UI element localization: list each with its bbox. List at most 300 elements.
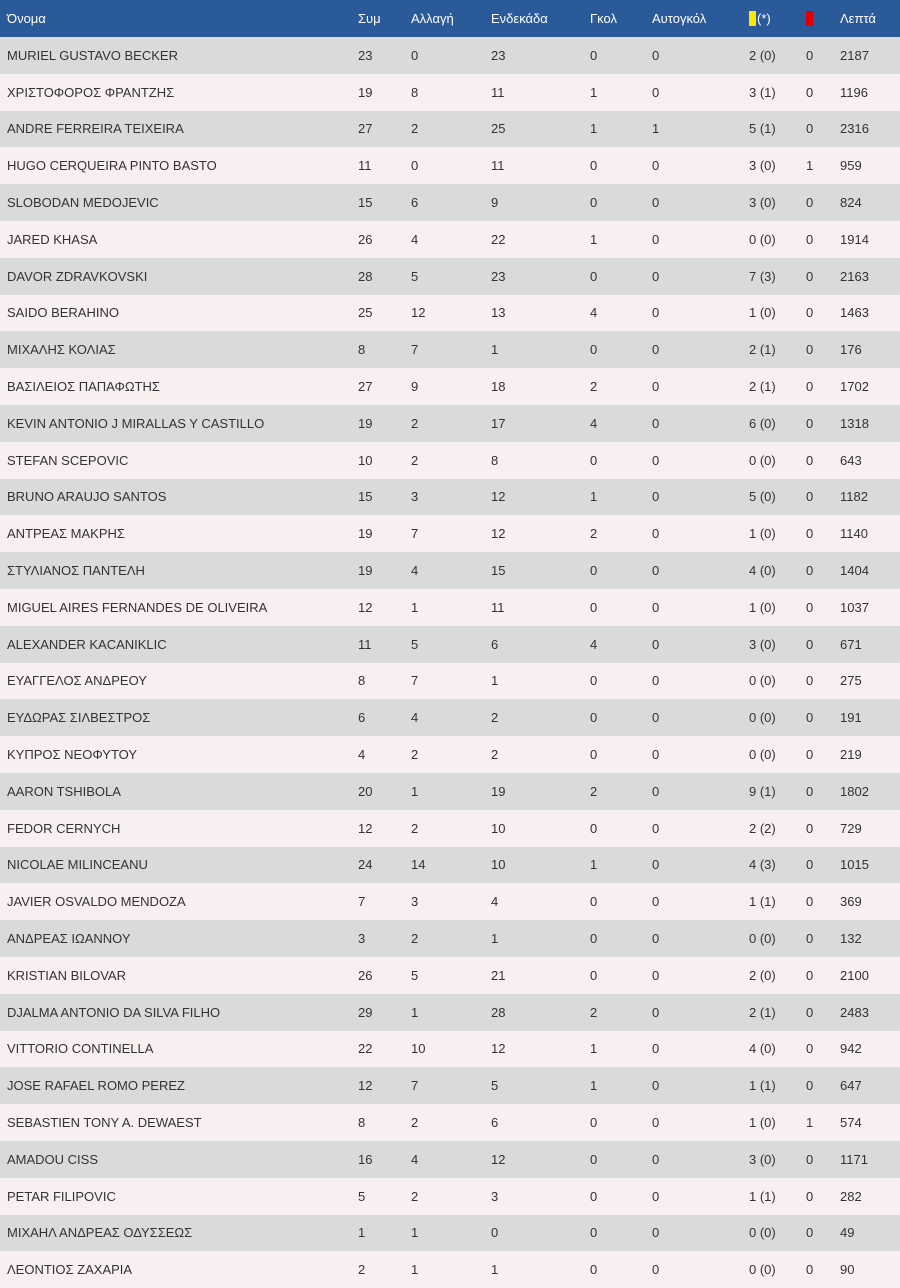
sub-cell: 1 xyxy=(411,773,491,810)
start-cell: 3 xyxy=(491,1178,590,1215)
own-goals-cell: 0 xyxy=(652,147,749,184)
start-cell: 9 xyxy=(491,184,590,221)
goals-cell: 0 xyxy=(590,552,652,589)
minutes-cell: 959 xyxy=(840,147,900,184)
start-cell: 22 xyxy=(491,221,590,258)
minutes-cell: 1140 xyxy=(840,515,900,552)
sub-cell: 2 xyxy=(411,1104,491,1141)
minutes-cell: 219 xyxy=(840,736,900,773)
start-cell: 12 xyxy=(491,1141,590,1178)
minutes-cell: 2100 xyxy=(840,957,900,994)
own-goals-cell: 1 xyxy=(652,111,749,148)
start-cell: 25 xyxy=(491,111,590,148)
start-cell: 6 xyxy=(491,1104,590,1141)
goals-cell: 0 xyxy=(590,331,652,368)
red-cards-cell: 0 xyxy=(806,368,840,405)
player-name[interactable]: ΕΥΔΩΡΑΣ ΣΙΛΒΕΣΤΡΟΣ xyxy=(0,699,358,736)
own-goals-cell: 0 xyxy=(652,1215,749,1252)
table-row[interactable] xyxy=(0,258,900,295)
own-goals-cell: 0 xyxy=(652,368,749,405)
minutes-cell: 729 xyxy=(840,810,900,847)
sub-cell: 2 xyxy=(411,810,491,847)
red-cards-cell: 0 xyxy=(806,111,840,148)
apps-cell: 1 xyxy=(358,1215,411,1252)
red-cards-cell: 0 xyxy=(806,552,840,589)
own-goals-cell: 0 xyxy=(652,589,749,626)
player-name[interactable]: ΧΡΙΣΤΟΦΟΡΟΣ ΦΡΑΝΤΖΗΣ xyxy=(0,74,358,111)
minutes-cell: 942 xyxy=(840,1031,900,1068)
sub-cell: 7 xyxy=(411,663,491,700)
apps-cell: 12 xyxy=(358,1067,411,1104)
apps-cell: 20 xyxy=(358,773,411,810)
yellow-cards-cell: 6 (0) xyxy=(749,405,806,442)
minutes-cell: 1802 xyxy=(840,773,900,810)
goals-cell: 1 xyxy=(590,1067,652,1104)
apps-cell: 27 xyxy=(358,368,411,405)
apps-cell: 12 xyxy=(358,589,411,626)
player-name[interactable]: HUGO CERQUEIRA PINTO BASTO xyxy=(0,147,358,184)
own-goals-cell: 0 xyxy=(652,184,749,221)
red-cards-cell: 0 xyxy=(806,810,840,847)
goals-cell: 0 xyxy=(590,147,652,184)
apps-cell: 19 xyxy=(358,74,411,111)
own-goals-cell: 0 xyxy=(652,1067,749,1104)
start-cell: 2 xyxy=(491,736,590,773)
start-cell: 8 xyxy=(491,442,590,479)
apps-cell: 19 xyxy=(358,515,411,552)
header-goals[interactable]: Γκολ xyxy=(590,0,652,37)
apps-cell: 5 xyxy=(358,1178,411,1215)
apps-cell: 22 xyxy=(358,1031,411,1068)
table-row[interactable] xyxy=(0,331,900,368)
minutes-cell: 191 xyxy=(840,699,900,736)
start-cell: 18 xyxy=(491,368,590,405)
goals-cell: 2 xyxy=(590,368,652,405)
table-row[interactable] xyxy=(0,736,900,773)
red-cards-cell: 0 xyxy=(806,1031,840,1068)
header-yellow-cards[interactable] xyxy=(749,0,806,37)
player-rows xyxy=(0,37,900,1288)
goals-cell: 0 xyxy=(590,1104,652,1141)
sub-cell: 4 xyxy=(411,221,491,258)
minutes-cell: 90 xyxy=(840,1251,900,1288)
sub-cell: 1 xyxy=(411,1251,491,1288)
minutes-cell: 574 xyxy=(840,1104,900,1141)
red-cards-cell: 0 xyxy=(806,515,840,552)
minutes-cell: 2316 xyxy=(840,111,900,148)
goals-cell: 2 xyxy=(590,515,652,552)
goals-cell: 0 xyxy=(590,589,652,626)
start-cell: 1 xyxy=(491,1251,590,1288)
apps-cell: 26 xyxy=(358,957,411,994)
red-cards-cell: 0 xyxy=(806,847,840,884)
red-cards-cell: 0 xyxy=(806,442,840,479)
table-row[interactable] xyxy=(0,1215,900,1252)
player-name[interactable]: AARON TSHIBOLA xyxy=(0,773,358,810)
apps-cell: 27 xyxy=(358,111,411,148)
own-goals-cell: 0 xyxy=(652,773,749,810)
sub-cell: 2 xyxy=(411,442,491,479)
minutes-cell: 2187 xyxy=(840,37,900,74)
header-apps[interactable]: Συμ xyxy=(358,0,411,37)
red-cards-cell: 1 xyxy=(806,147,840,184)
player-name[interactable]: FEDOR CERNYCH xyxy=(0,810,358,847)
start-cell: 13 xyxy=(491,295,590,332)
yellow-cards-cell: 1 (0) xyxy=(749,295,806,332)
table-row[interactable] xyxy=(0,552,900,589)
player-name[interactable]: SLOBODAN MEDOJEVIC xyxy=(0,184,358,221)
red-cards-cell: 0 xyxy=(806,883,840,920)
minutes-cell: 132 xyxy=(840,920,900,957)
yellow-cards-cell: 2 (1) xyxy=(749,331,806,368)
goals-cell: 0 xyxy=(590,442,652,479)
minutes-cell: 1463 xyxy=(840,295,900,332)
player-name[interactable]: ΜΙΧΑΛΗΣ ΚΟΛΙΑΣ xyxy=(0,331,358,368)
table-row[interactable] xyxy=(0,1178,900,1215)
table-row[interactable] xyxy=(0,883,900,920)
yellow-cards-cell: 1 (1) xyxy=(749,1178,806,1215)
red-card-icon xyxy=(806,11,813,26)
red-cards-cell: 0 xyxy=(806,221,840,258)
table-row[interactable] xyxy=(0,1141,900,1178)
own-goals-cell: 0 xyxy=(652,331,749,368)
table-row[interactable] xyxy=(0,74,900,111)
own-goals-cell: 0 xyxy=(652,515,749,552)
header-red-cards[interactable] xyxy=(806,0,840,37)
minutes-cell: 1702 xyxy=(840,368,900,405)
table-row[interactable] xyxy=(0,405,900,442)
sub-cell: 10 xyxy=(411,1031,491,1068)
red-cards-cell: 0 xyxy=(806,589,840,626)
goals-cell: 0 xyxy=(590,1215,652,1252)
minutes-cell: 275 xyxy=(840,663,900,700)
yellow-cards-cell: 0 (0) xyxy=(749,1215,806,1252)
table-row[interactable] xyxy=(0,37,900,74)
table-row[interactable] xyxy=(0,699,900,736)
player-name[interactable]: KEVIN ANTONIO J MIRALLAS Y CASTILLO xyxy=(0,405,358,442)
header-start[interactable]: Ενδεκάδα xyxy=(491,0,590,37)
yellow-cards-cell: 0 (0) xyxy=(749,221,806,258)
red-cards-cell: 0 xyxy=(806,626,840,663)
yellow-cards-cell: 3 (0) xyxy=(749,1141,806,1178)
own-goals-cell: 0 xyxy=(652,405,749,442)
apps-cell: 11 xyxy=(358,147,411,184)
minutes-cell: 671 xyxy=(840,626,900,663)
sub-cell: 4 xyxy=(411,1141,491,1178)
minutes-cell: 1015 xyxy=(840,847,900,884)
start-cell: 11 xyxy=(491,589,590,626)
own-goals-cell: 0 xyxy=(652,479,749,516)
apps-cell: 24 xyxy=(358,847,411,884)
yellow-cards-cell: 3 (1) xyxy=(749,74,806,111)
yellow-cards-cell: 5 (0) xyxy=(749,479,806,516)
start-cell: 10 xyxy=(491,810,590,847)
yellow-cards-cell: 0 (0) xyxy=(749,1251,806,1288)
player-name[interactable]: ΑΝΤΡΕΑΣ ΜΑΚΡΗΣ xyxy=(0,515,358,552)
apps-cell: 28 xyxy=(358,258,411,295)
table-row[interactable] xyxy=(0,810,900,847)
table-row[interactable] xyxy=(0,589,900,626)
header-name[interactable]: Όνομα xyxy=(0,0,358,37)
goals-cell: 2 xyxy=(590,994,652,1031)
own-goals-cell: 0 xyxy=(652,847,749,884)
yellow-cards-cell: 0 (0) xyxy=(749,699,806,736)
header-minutes[interactable]: Λεπτά xyxy=(840,0,900,37)
yellow-cards-cell: 0 (0) xyxy=(749,736,806,773)
own-goals-cell: 0 xyxy=(652,552,749,589)
table-row[interactable] xyxy=(0,479,900,516)
yellow-cards-cell: 7 (3) xyxy=(749,258,806,295)
sub-cell: 2 xyxy=(411,736,491,773)
apps-cell: 19 xyxy=(358,552,411,589)
start-cell: 12 xyxy=(491,515,590,552)
apps-cell: 3 xyxy=(358,920,411,957)
start-cell: 12 xyxy=(491,479,590,516)
yellow-cards-cell: 0 (0) xyxy=(749,442,806,479)
red-cards-cell: 0 xyxy=(806,994,840,1031)
player-name[interactable]: SAIDO BERAHINO xyxy=(0,295,358,332)
yellow-cards-cell: 2 (1) xyxy=(749,994,806,1031)
start-cell: 1 xyxy=(491,331,590,368)
red-cards-cell: 0 xyxy=(806,957,840,994)
sub-cell: 1 xyxy=(411,1215,491,1252)
table-row[interactable] xyxy=(0,221,900,258)
yellow-cards-cell: 2 (0) xyxy=(749,957,806,994)
apps-cell: 8 xyxy=(358,1104,411,1141)
minutes-cell: 1404 xyxy=(840,552,900,589)
player-name[interactable]: JAVIER OSVALDO MENDOZA xyxy=(0,883,358,920)
table-row[interactable] xyxy=(0,515,900,552)
player-name[interactable]: JOSE RAFAEL ROMO PEREZ xyxy=(0,1067,358,1104)
apps-cell: 12 xyxy=(358,810,411,847)
start-cell: 17 xyxy=(491,405,590,442)
red-cards-cell: 0 xyxy=(806,699,840,736)
own-goals-cell: 0 xyxy=(652,1141,749,1178)
yellow-cards-cell: 5 (1) xyxy=(749,111,806,148)
goals-cell: 0 xyxy=(590,1141,652,1178)
sub-cell: 4 xyxy=(411,552,491,589)
red-cards-cell: 0 xyxy=(806,1178,840,1215)
goals-cell: 0 xyxy=(590,1178,652,1215)
goals-cell: 4 xyxy=(590,626,652,663)
player-name[interactable]: ΕΥΑΓΓΕΛΟΣ ΑΝΔΡΕΟΥ xyxy=(0,663,358,700)
start-cell: 2 xyxy=(491,699,590,736)
table-row[interactable] xyxy=(0,368,900,405)
sub-cell: 7 xyxy=(411,331,491,368)
sub-cell: 8 xyxy=(411,74,491,111)
own-goals-cell: 0 xyxy=(652,957,749,994)
yellow-cards-cell: 9 (1) xyxy=(749,773,806,810)
start-cell: 5 xyxy=(491,1067,590,1104)
table-row[interactable] xyxy=(0,920,900,957)
apps-cell: 15 xyxy=(358,479,411,516)
player-name[interactable]: PETAR FILIPOVIC xyxy=(0,1178,358,1215)
yellow-cards-cell: 0 (0) xyxy=(749,920,806,957)
own-goals-cell: 0 xyxy=(652,1104,749,1141)
red-cards-cell: 0 xyxy=(806,663,840,700)
own-goals-cell: 0 xyxy=(652,1031,749,1068)
player-name[interactable]: STEFAN SCEPOVIC xyxy=(0,442,358,479)
red-cards-cell: 0 xyxy=(806,773,840,810)
sub-cell: 6 xyxy=(411,184,491,221)
table-row[interactable] xyxy=(0,994,900,1031)
sub-cell: 2 xyxy=(411,1178,491,1215)
table-row[interactable] xyxy=(0,442,900,479)
minutes-cell: 49 xyxy=(840,1215,900,1252)
minutes-cell: 1914 xyxy=(840,221,900,258)
yellow-cards-cell: 0 (0) xyxy=(749,663,806,700)
player-name[interactable]: VITTORIO CONTINELLA xyxy=(0,1031,358,1068)
apps-cell: 11 xyxy=(358,626,411,663)
goals-cell: 1 xyxy=(590,221,652,258)
minutes-cell: 1182 xyxy=(840,479,900,516)
red-cards-cell: 0 xyxy=(806,295,840,332)
player-name[interactable]: ΜΙΧΑΗΛ ΑΝΔΡΕΑΣ ΟΔΥΣΣΕΩΣ xyxy=(0,1215,358,1252)
goals-cell: 4 xyxy=(590,295,652,332)
header-sub[interactable]: Αλλαγή xyxy=(411,0,491,37)
player-name[interactable]: NICOLAE MILINCEANU xyxy=(0,847,358,884)
start-cell: 11 xyxy=(491,74,590,111)
table-row[interactable] xyxy=(0,295,900,332)
apps-cell: 7 xyxy=(358,883,411,920)
player-name[interactable]: DAVOR ZDRAVKOVSKI xyxy=(0,258,358,295)
player-name[interactable]: DJALMA ANTONIO DA SILVA FILHO xyxy=(0,994,358,1031)
minutes-cell: 1318 xyxy=(840,405,900,442)
minutes-cell: 369 xyxy=(840,883,900,920)
table-row[interactable] xyxy=(0,1031,900,1068)
own-goals-cell: 0 xyxy=(652,626,749,663)
player-name[interactable]: ΒΑΣΙΛΕΙΟΣ ΠΑΠΑΦΩΤΗΣ xyxy=(0,368,358,405)
goals-cell: 1 xyxy=(590,479,652,516)
start-cell: 6 xyxy=(491,626,590,663)
goals-cell: 0 xyxy=(590,258,652,295)
start-cell: 12 xyxy=(491,1031,590,1068)
red-cards-cell: 1 xyxy=(806,1104,840,1141)
own-goals-cell: 0 xyxy=(652,994,749,1031)
yellow-cards-cell: 4 (0) xyxy=(749,552,806,589)
minutes-cell: 824 xyxy=(840,184,900,221)
apps-cell: 23 xyxy=(358,37,411,74)
yellow-cards-cell: 1 (1) xyxy=(749,883,806,920)
apps-cell: 8 xyxy=(358,331,411,368)
goals-cell: 4 xyxy=(590,405,652,442)
player-name[interactable]: MIGUEL AIRES FERNANDES DE OLIVEIRA xyxy=(0,589,358,626)
player-name[interactable]: BRUNO ARAUJO SANTOS xyxy=(0,479,358,516)
apps-cell: 15 xyxy=(358,184,411,221)
red-cards-cell: 0 xyxy=(806,1141,840,1178)
player-name[interactable]: ANDRE FERREIRA TEIXEIRA xyxy=(0,111,358,148)
goals-cell: 1 xyxy=(590,111,652,148)
own-goals-cell: 0 xyxy=(652,883,749,920)
sub-cell: 7 xyxy=(411,1067,491,1104)
sub-cell: 1 xyxy=(411,994,491,1031)
red-cards-cell: 0 xyxy=(806,1215,840,1252)
table-row[interactable] xyxy=(0,111,900,148)
own-goals-cell: 0 xyxy=(652,442,749,479)
header-own-goals[interactable]: Αυτογκόλ xyxy=(652,0,749,37)
sub-cell: 5 xyxy=(411,258,491,295)
player-name[interactable]: SEBASTIEN TONY A. DEWAEST xyxy=(0,1104,358,1141)
player-name[interactable]: ΛΕΟΝΤΙΟΣ ΖΑΧΑΡΙΑ xyxy=(0,1251,358,1288)
sub-cell: 14 xyxy=(411,847,491,884)
sub-cell: 0 xyxy=(411,147,491,184)
own-goals-cell: 0 xyxy=(652,663,749,700)
minutes-cell: 1171 xyxy=(840,1141,900,1178)
minutes-cell: 176 xyxy=(840,331,900,368)
goals-cell: 0 xyxy=(590,883,652,920)
own-goals-cell: 0 xyxy=(652,221,749,258)
goals-cell: 2 xyxy=(590,773,652,810)
own-goals-cell: 0 xyxy=(652,736,749,773)
apps-cell: 16 xyxy=(358,1141,411,1178)
own-goals-cell: 0 xyxy=(652,920,749,957)
goals-cell: 0 xyxy=(590,810,652,847)
player-name[interactable]: MURIEL GUSTAVO BECKER xyxy=(0,37,358,74)
table-row[interactable] xyxy=(0,147,900,184)
player-name[interactable]: ALEXANDER KACANIKLIC xyxy=(0,626,358,663)
table-row[interactable] xyxy=(0,773,900,810)
player-name[interactable]: KRISTIAN BILOVAR xyxy=(0,957,358,994)
start-cell: 4 xyxy=(491,883,590,920)
start-cell: 1 xyxy=(491,920,590,957)
red-cards-cell: 0 xyxy=(806,74,840,111)
goals-cell: 1 xyxy=(590,1031,652,1068)
apps-cell: 25 xyxy=(358,295,411,332)
own-goals-cell: 0 xyxy=(652,258,749,295)
red-cards-cell: 0 xyxy=(806,736,840,773)
minutes-cell: 2163 xyxy=(840,258,900,295)
yellow-cards-cell: 1 (0) xyxy=(749,589,806,626)
own-goals-cell: 0 xyxy=(652,295,749,332)
minutes-cell: 1037 xyxy=(840,589,900,626)
sub-cell: 4 xyxy=(411,699,491,736)
apps-cell: 29 xyxy=(358,994,411,1031)
own-goals-cell: 0 xyxy=(652,37,749,74)
player-name[interactable]: ΣΤΥΛΙΑΝΟΣ ΠΑΝΤΕΛΗ xyxy=(0,552,358,589)
table-row[interactable] xyxy=(0,1251,900,1288)
red-cards-cell: 0 xyxy=(806,331,840,368)
table-row[interactable] xyxy=(0,663,900,700)
apps-cell: 19 xyxy=(358,405,411,442)
own-goals-cell: 0 xyxy=(652,74,749,111)
goals-cell: 1 xyxy=(590,847,652,884)
red-cards-cell: 0 xyxy=(806,405,840,442)
table-row[interactable] xyxy=(0,184,900,221)
red-cards-cell: 0 xyxy=(806,1067,840,1104)
player-name[interactable]: AMADOU CISS xyxy=(0,1141,358,1178)
red-cards-cell: 0 xyxy=(806,1251,840,1288)
player-name[interactable]: ΚΥΠΡΟΣ ΝΕΟΦΥΤΟΥ xyxy=(0,736,358,773)
red-cards-cell: 0 xyxy=(806,920,840,957)
goals-cell: 0 xyxy=(590,184,652,221)
table-row[interactable] xyxy=(0,847,900,884)
start-cell: 0 xyxy=(491,1215,590,1252)
own-goals-cell: 0 xyxy=(652,810,749,847)
player-name[interactable]: JARED KHASA xyxy=(0,221,358,258)
yellow-cards-cell: 1 (1) xyxy=(749,1067,806,1104)
sub-cell: 0 xyxy=(411,37,491,74)
table-row[interactable] xyxy=(0,626,900,663)
start-cell: 19 xyxy=(491,773,590,810)
yellow-cards-cell: 3 (0) xyxy=(749,184,806,221)
yellow-cards-cell: 2 (1) xyxy=(749,368,806,405)
table-row[interactable] xyxy=(0,957,900,994)
goals-cell: 0 xyxy=(590,663,652,700)
start-cell: 23 xyxy=(491,258,590,295)
table-row[interactable] xyxy=(0,1067,900,1104)
player-name[interactable]: ΑΝΔΡΕΑΣ ΙΩΑΝΝΟΥ xyxy=(0,920,358,957)
table-row[interactable] xyxy=(0,1104,900,1141)
